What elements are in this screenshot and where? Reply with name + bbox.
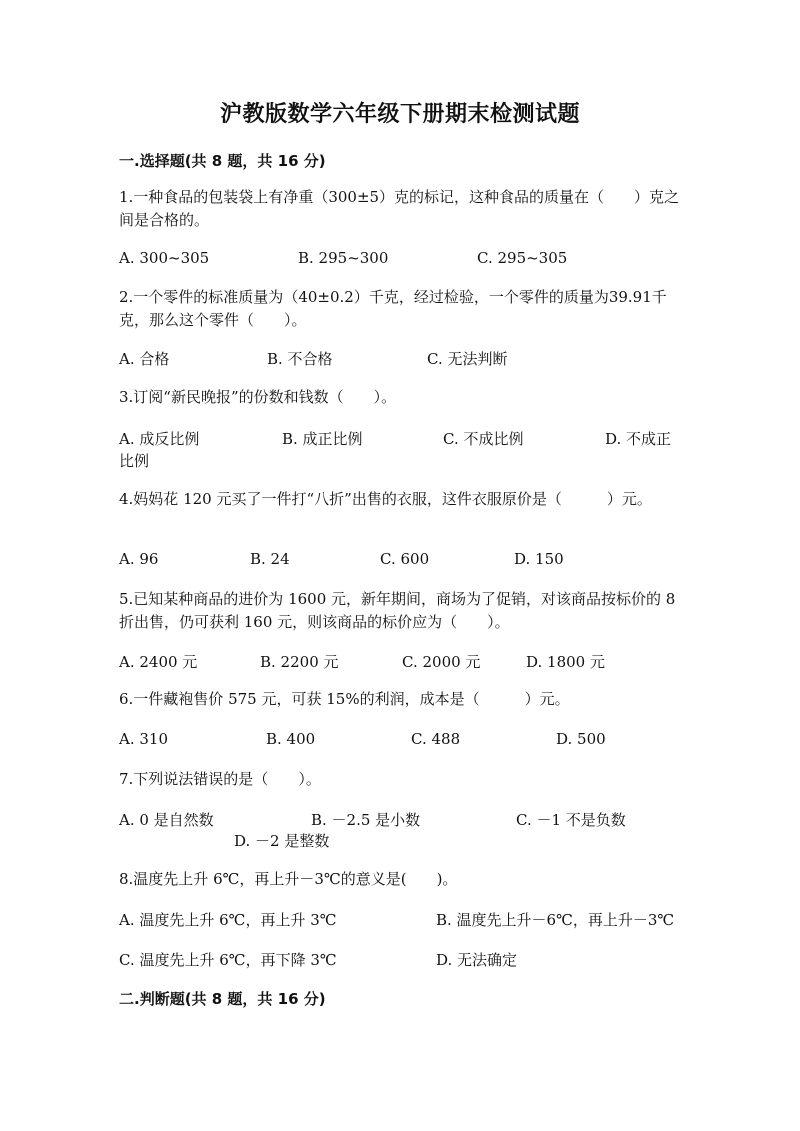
option-7d: D. －2 是整数 <box>234 832 330 850</box>
option-6a: A. 310 <box>119 730 168 748</box>
option-7a: A. 0 是自然数 <box>119 811 214 829</box>
question-4: 4.妈妈花 120 元买了一件打“八折”出售的衣服，这件衣服原价是（ ）元。 <box>119 490 652 508</box>
option-3d: D. 不成正 <box>605 430 672 448</box>
option-7b: B. －2.5 是小数 <box>311 811 421 829</box>
option-4a: A. 96 <box>119 550 159 568</box>
option-4c: C. 600 <box>380 550 430 568</box>
option-3b: B. 成正比例 <box>282 430 363 448</box>
option-5c: C. 2000 元 <box>402 653 481 671</box>
question-8: 8.温度先上升 6℃，再上升－3℃的意义是( )。 <box>119 870 458 888</box>
option-4b: B. 24 <box>250 550 290 568</box>
option-3d-wrap: 比例 <box>119 452 150 470</box>
option-2b: B. 不合格 <box>267 350 333 368</box>
question-6: 6.一件藏袍售价 575 元，可获 15%的利润，成本是（ ）元。 <box>119 690 570 708</box>
option-5b: B. 2200 元 <box>260 653 339 671</box>
option-1c: C. 295~305 <box>477 249 568 267</box>
option-5a: A. 2400 元 <box>119 653 198 671</box>
option-3c: C. 不成比例 <box>443 430 524 448</box>
option-2a: A. 合格 <box>119 350 170 368</box>
option-4d: D. 150 <box>514 550 564 568</box>
question-3: 3.订阅“新民晚报”的份数和钱数（ ）。 <box>119 388 397 406</box>
question-7: 7.下列说法错误的是（ ）。 <box>119 770 321 788</box>
option-2c: C. 无法判断 <box>427 350 508 368</box>
option-8c: C. 温度先上升 6℃，再下降 3℃ <box>119 951 337 969</box>
option-3a: A. 成反比例 <box>119 430 200 448</box>
option-8d: D. 无法确定 <box>436 951 518 969</box>
option-7c: C. －1 不是负数 <box>516 811 626 829</box>
section-heading-judgment: 二.判断题(共 8 题，共 16 分) <box>119 990 326 1008</box>
section-heading-choice: 一.选择题(共 8 题，共 16 分) <box>119 152 326 170</box>
option-8a: A. 温度先上升 6℃，再上升 3℃ <box>119 911 337 929</box>
question-5: 5.已知某种商品的进价为 1600 元，新年期间，商场为了促销，对该商品按标价的 8 折出售，仍可获利 160 元，则该商品的标价应为（ ）。 <box>119 590 676 631</box>
option-5d: D. 1800 元 <box>526 653 605 671</box>
option-6b: B. 400 <box>266 730 316 748</box>
option-6c: C. 488 <box>411 730 461 748</box>
question-2: 2.一个零件的标准质量为（40±0.2）千克，经过检验，一个零件的质量为39.91千克，那么这个零件（ ）。 <box>119 288 667 329</box>
option-8b: B. 温度先上升－6℃，再上升－3℃ <box>436 911 675 929</box>
option-6d: D. 500 <box>556 730 606 748</box>
question-1: 1.一种食品的包装袋上有净重（300±5）克的标记，这种食品的质量在（ ）克之间是合格的。 <box>119 188 680 229</box>
option-1a: A. 300~305 <box>119 249 210 267</box>
page-title: 沪教版数学六年级下册期末检测试题 <box>219 101 580 127</box>
option-1b: B. 295~300 <box>298 249 389 267</box>
